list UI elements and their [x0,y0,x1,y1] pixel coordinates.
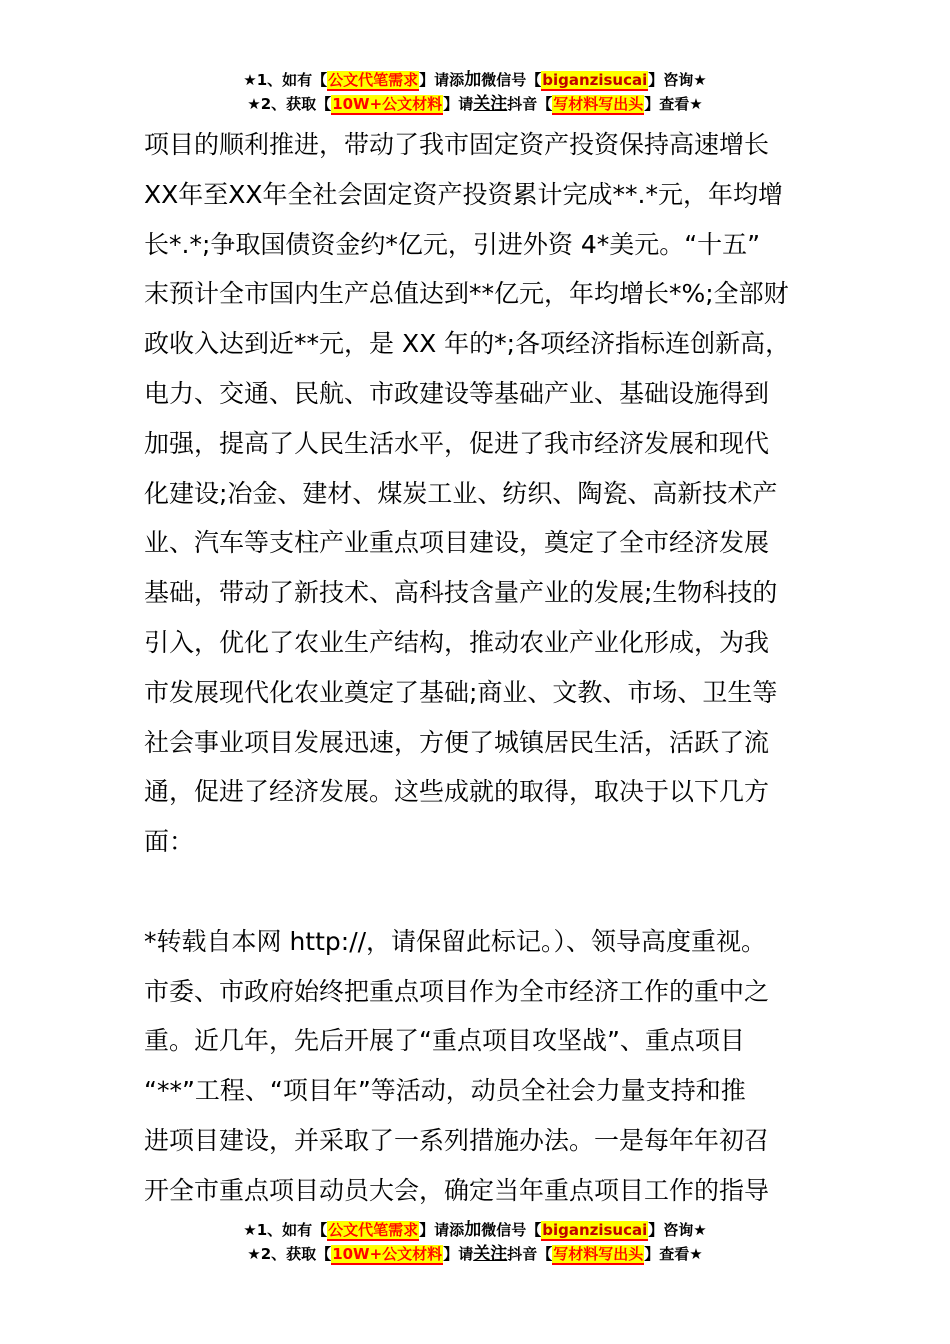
banner-text: 关注 [473,94,508,114]
highlight-douyin-account: 写材料写出头 [553,95,644,113]
document-body [144,120,814,1216]
banner-line-1 [0,1218,950,1242]
text-line: 市委、市政府始终把重点项目作为全市经济工作的重中之 [144,976,770,1006]
text-line: XX年至XX年全社会固定资产投资累计完成**.*元，年均增 [144,179,783,209]
banner-text: 】查看★ [644,1245,703,1263]
highlight-service: 公文代笔需求 [328,1221,419,1239]
highlight-douyin-account: 写材料写出头 [553,1245,644,1263]
banner-text: ★1、如有【 [243,71,328,89]
banner-text: 】请添 [419,1221,465,1239]
paragraph-2 [144,917,814,1216]
banner-line-2 [0,92,950,116]
banner-text: 】咨询★ [648,1221,707,1239]
banner-text: 关注 [473,1244,508,1264]
banner-text: 加 [464,1220,482,1240]
banner-text: ★2、获取【 [247,1245,332,1263]
banner-text: 微信号【 [481,71,542,89]
text-line: 长*.*;争取国债资金约*亿元，引进外资 4*美元。“十五” [144,229,761,259]
text-line: 市发展现代化农业奠定了基础;商业、文教、市场、卫生等 [144,677,778,707]
text-line: *转载自本网 http://，请保留此标记。）、领导高度重视。 [144,926,767,956]
text-line: 通，促进了经济发展。这些成就的取得，取决于以下几方 [144,777,770,807]
banner-text: ★1、如有【 [243,1221,328,1239]
banner-text: 】查看★ [644,95,703,113]
banner-text: ★2、获取【 [247,95,332,113]
text-line: 社会事业项目发展迅速，方便了城镇居民生活，活跃了流 [144,727,770,757]
highlight-materials: 10W+公文材料 [332,1245,443,1263]
text-line: 进项目建设，并采取了一系列措施办法。一是每年年初召 [144,1125,770,1155]
header-banner [0,68,950,116]
text-line: 电力、交通、民航、市政建设等基础产业、基础设施得到 [144,378,770,408]
highlight-wechat-id: biganzisucai [542,1221,648,1239]
banner-text: 加 [464,70,482,90]
banner-text: 】咨询★ [648,71,707,89]
banner-text: 】请 [443,95,474,113]
text-line: 业、汽车等支柱产业重点项目建设，奠定了全市经济发展 [144,528,770,558]
text-line: 基础，带动了新技术、高科技含量产业的发展;生物科技的 [144,578,778,608]
text-line: 加强，提高了人民生活水平，促进了我市经济发展和现代 [144,428,770,458]
highlight-materials: 10W+公文材料 [332,95,443,113]
text-line: 末预计全市国内生产总值达到**亿元，年均增长*%;全部财 [144,279,789,309]
paragraph-gap [144,867,814,917]
footer-banner [0,1218,950,1266]
text-line: 面： [144,827,195,857]
banner-text: 抖音【 [507,95,553,113]
banner-line-1 [0,68,950,92]
paragraph-1 [144,120,814,867]
text-line: 政收入达到近**元，是 XX 年的*;各项经济指标连创新高， [144,329,791,359]
text-line: 项目的顺利推进，带动了我市固定资产投资保持高速增长 [144,130,770,159]
text-line: 重。近几年，先后开展了“重点项目攻坚战”、重点项目 [144,1026,745,1056]
banner-line-2 [0,1242,950,1266]
highlight-service: 公文代笔需求 [328,71,419,89]
banner-text: 微信号【 [481,1221,542,1239]
banner-text: 】请 [443,1245,474,1263]
banner-text: 】请添 [419,71,465,89]
banner-text: 抖音【 [507,1245,553,1263]
text-line: 引入，优化了农业生产结构，推动农业产业化形成，为我 [144,627,770,657]
text-line: 化建设;冶金、建材、煤炭工业、纺织、陶瓷、高新技术产 [144,478,778,508]
text-line: 开全市重点项目动员大会，确定当年重点项目工作的指导 [144,1175,770,1205]
highlight-wechat-id: biganzisucai [542,71,648,89]
text-line: “**”工程、“项目年”等活动，动员全社会力量支持和推 [144,1076,746,1106]
